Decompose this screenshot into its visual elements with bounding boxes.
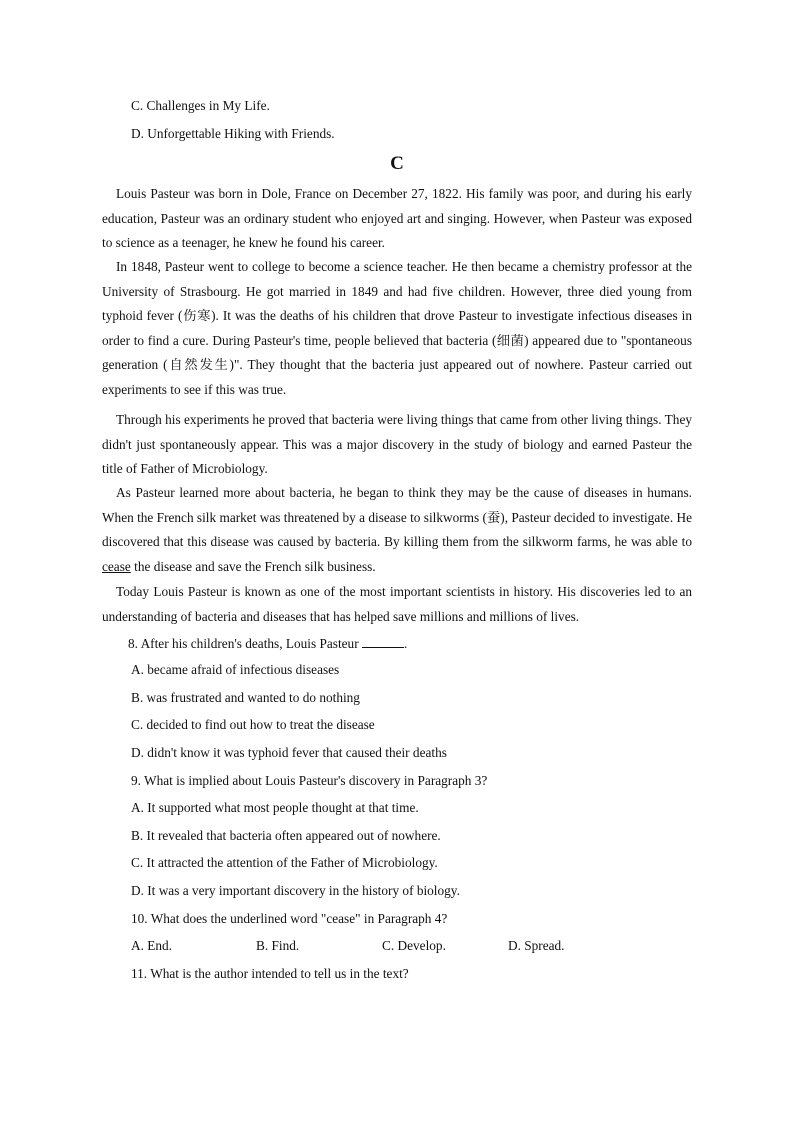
q10-option-d: D. Spread. <box>508 938 565 953</box>
q8-option-d: D. didn't know it was typhoid fever that caused their deaths <box>131 745 447 760</box>
q10-option-c: C. Develop. <box>382 938 446 953</box>
answer-blank <box>362 636 404 648</box>
q8-option-a: A. became afraid of infectious diseases <box>131 662 340 677</box>
q9-option-a: A. It supported what most people thought at that time. <box>131 800 419 815</box>
q10-option-a: A. End. <box>131 938 172 953</box>
question-9-stem: 9. What is implied about Louis Pasteur's discovery in Paragraph 3? <box>131 773 488 788</box>
section-heading: C <box>390 153 404 174</box>
paragraph-5: Today Louis Pasteur is known as one of the most important scientists in history. His discoveries led to an understanding of bacteria and diseases that has helped save millions and millions of lives. <box>102 584 692 624</box>
question-8-end: . <box>403 636 408 651</box>
paragraph-4-text: As Pasteur learned more about bacteria, he began to think they may be the cause of diseases in humans. When the French silk market was threatened by a disease to silkworms (蚕), Pasteur decided to investigate. He discovered that this disease was caused by bacteria. By killing them from the silkworm farms, he was able to <box>102 485 692 550</box>
q9-option-b: B. It revealed that bacteria often appeared out of nowhere. <box>131 828 441 843</box>
q8-option-b: B. was frustrated and wanted to do nothing <box>131 690 360 705</box>
question-8-text: 8. After his children's deaths, Louis Pasteur <box>128 636 359 651</box>
q10-option-b: B. Find. <box>256 938 300 953</box>
question-11-stem: 11. What is the author intended to tell us in the text? <box>131 966 409 981</box>
paragraph-3: Through his experiments he proved that bacteria were living things that came from other living things. They didn't just spontaneously appear. This was a major discovery in the study of biology and earned Pasteur the title of Father of Microbiology. <box>102 412 692 477</box>
paragraph-2: In 1848, Pasteur went to college to become a science teacher. He then became a chemistry professor at the University of Strasbourg. He got married in 1849 and had five children. However, three died young from typhoid fever (伤寒). It was the deaths of his children that drove Pasteur to investigate infectious diseases in order to find a cure. During Pasteur's time, people believed that bacteria (细菌) appeared due to "spontaneous generation (自然发生)". They thought that the bacteria just appeared out of nowhere. Pasteur carried out experiments to see if this was true. <box>102 259 692 397</box>
q9-option-c: C. It attracted the attention of the Father of Microbiology. <box>131 855 438 870</box>
question-10-stem: 10. What does the underlined word "cease" in Paragraph 4? <box>131 911 448 926</box>
paragraph-4 <box>102 481 692 579</box>
paragraph-4-text-end: the disease and save the French silk business. <box>130 558 376 574</box>
prev-option-c: C. Challenges in My Life. <box>131 98 270 113</box>
q8-option-c: C. decided to find out how to treat the disease <box>131 717 375 732</box>
q9-option-d: D. It was a very important discovery in the history of biology. <box>131 883 460 898</box>
paragraph-1: Louis Pasteur was born in Dole, France on December 27, 1822. His family was poor, and during his early education, Pasteur was an ordinary student who enjoyed art and singing. However, when Pasteur was exposed to science as a teenager, he knew he found his career. <box>102 186 692 251</box>
underlined-word: cease <box>102 558 131 574</box>
prev-option-d: D. Unforgettable Hiking with Friends. <box>131 126 335 141</box>
question-8-stem <box>128 636 407 652</box>
